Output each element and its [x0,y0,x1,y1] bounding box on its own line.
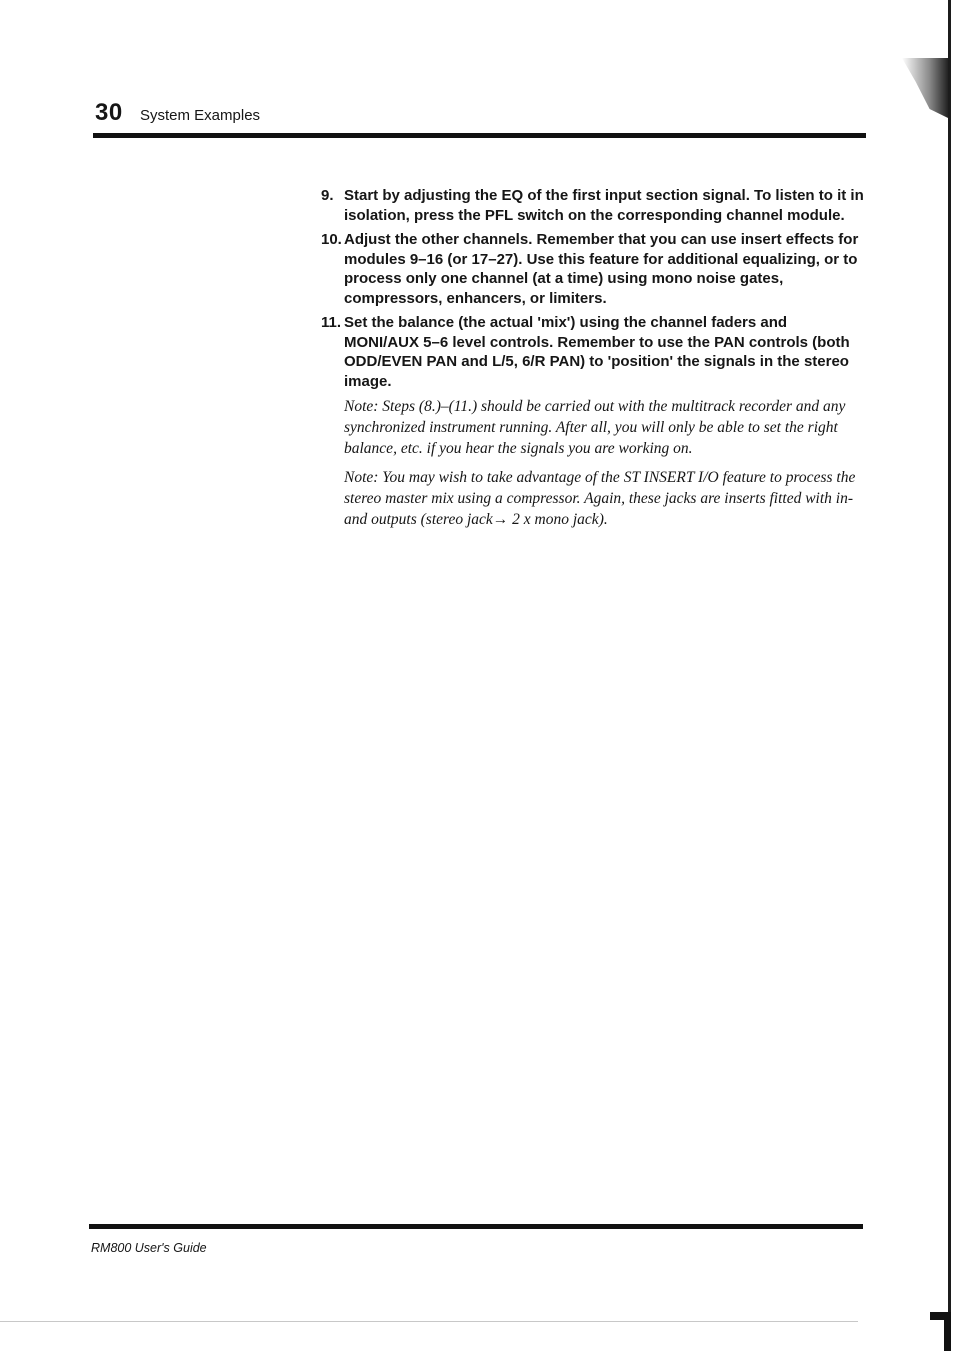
step-number: 9. [321,187,334,204]
scan-edge-shadow [948,0,951,1351]
step-11 [321,313,866,391]
section-title: System Examples [140,107,261,124]
step-text: Start by adjusting the EQ of the first input section signal. To listen to it in isolation, press the PFL switch on the corresponding channel module. [344,187,864,224]
step-text: Adjust the other channels. Remember that you can use insert effects for modules 9–16 (or 17–27). Use this feature for additional equalizing, or to process only one channel (at a time) using mono noise gates, compressors, enhancers, or limiters. [344,231,859,307]
scan-artifact [902,58,948,118]
footer-rule [89,1224,863,1229]
step-number: 11. [321,314,342,331]
step-9 [321,186,866,225]
page-number: 30 [95,99,123,126]
step-10 [321,230,866,308]
step-number: 10. [321,231,342,248]
header-rule [93,133,866,138]
scan-corner-mark-vertical [944,1312,951,1351]
note-st-insert: Note: You may wish to take advantage of the ST INSERT I/O feature to process the stereo master mix using a compressor. Again, these jacks are inserts fitted with in- and outputs (stereo jack→ 2 x mono jack). [344,469,856,528]
page-bottom-line [0,1321,858,1322]
step-text: Set the balance (the actual 'mix') using the channel faders and MONI/AUX 5–6 level controls. Remember to use the PAN controls (both ODD/EVEN PAN and L/5, 6/R PAN) to 'position' the signals in the stereo image. [344,314,850,390]
footer-guide-title: RM800 User's Guide [91,1241,207,1255]
main-content [321,186,866,538]
note-steps: Note: Steps (8.)–(11.) should be carried out with the multitrack recorder and any synchronized instrument running. After all, you will only be able to set the right balance, etc. if you hear the signals you are working on. [344,398,846,457]
